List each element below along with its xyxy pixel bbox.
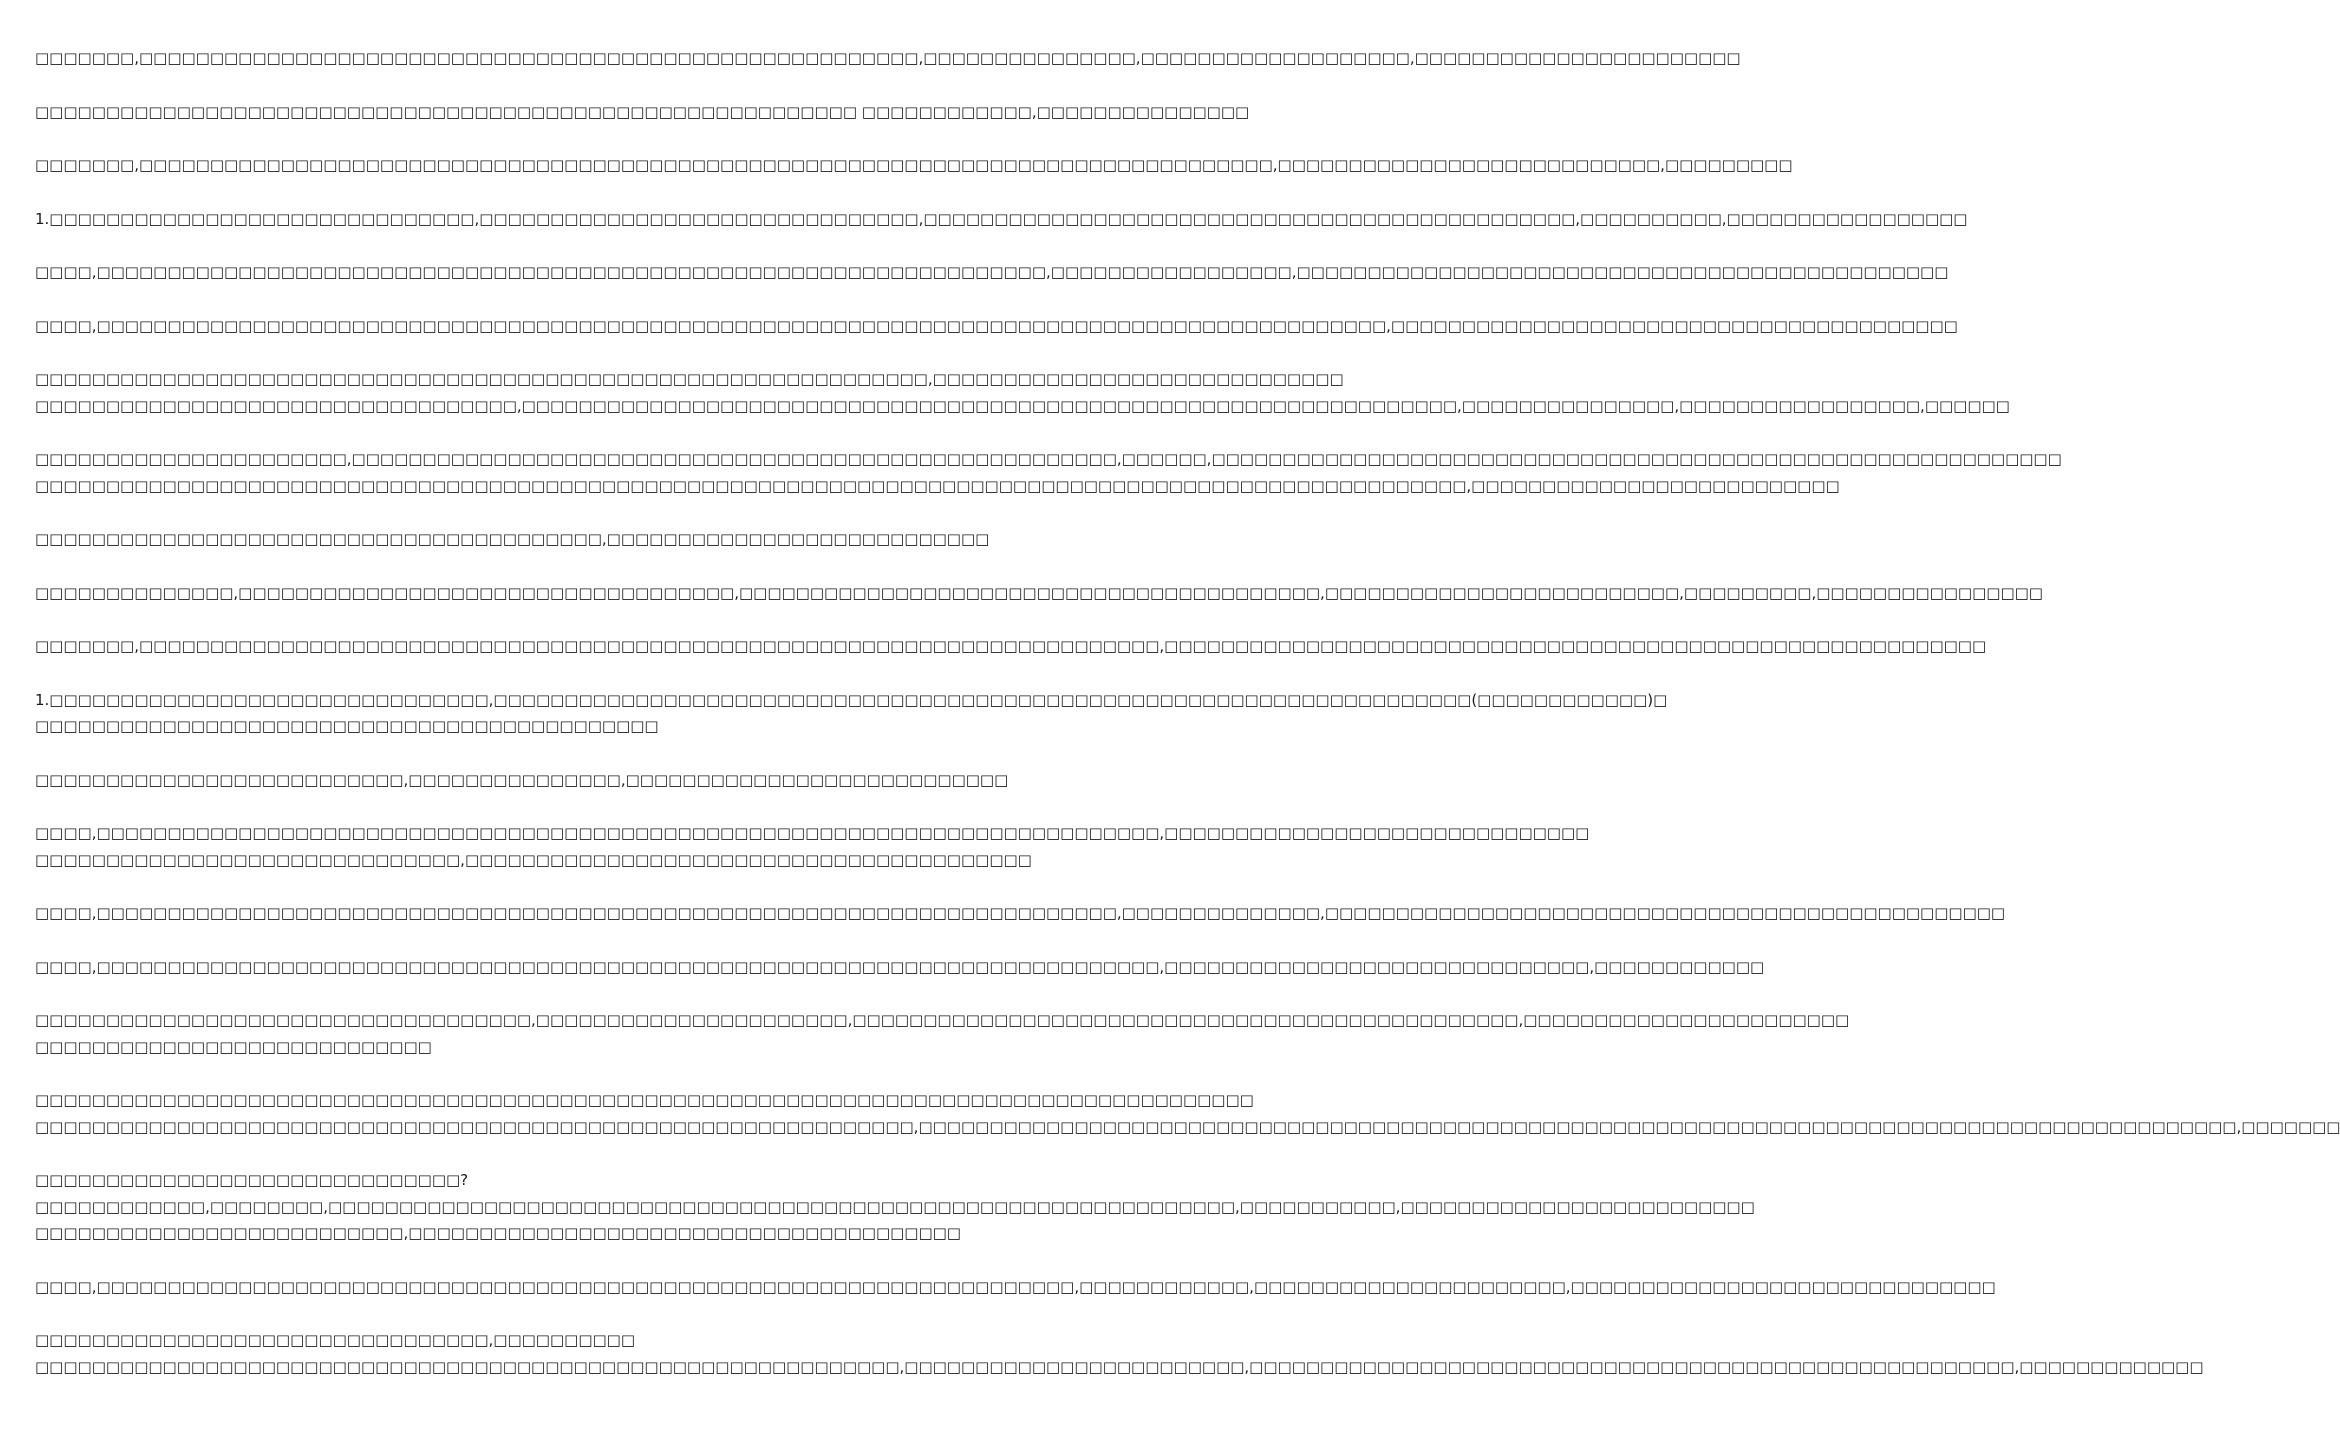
- text-line: □□□□□□□□□□□□□□□□□□□□□□□□□□,□□□□□□□□□□□□□□□,□□□□□□□□□□□□□□□□□□□□□□□□□□□: [35, 770, 1009, 789]
- text-line: □□□□□□□□□□□□□□□□□□□□□□□□□□□□□□□□□□□□□□□□□□□□□□□□□□□□□□□□□□□□□□□,□□□□□□□□□□□□□□□□□□□□□□□□□□□□□: [35, 370, 1344, 388]
- text-line: □□□□□□□□□□□□□□□□□□□□□□□□□□□□□□□□□□□,□□□□□□□□□□□□□□□□□□□□□□,□□□□□□□□□□□□□□□□□□□□□□□□□□□□□□□□□□□□□□□□□□□□□□□,□□□□□□□□□□□□□□□□□□□□□□□: [35, 1011, 1850, 1029]
- paragraph: [35, 687, 1668, 740]
- text-line: □□□□□□□□□□□□□□,□□□□□□□□□□□□□□□□□□□□□□□□□□□□□□□□□□□,□□□□□□□□□□□□□□□□□□□□□□□□□□□□□□□□□□□□□□□□□,□□□□□□□□□□□□□□□□□□□□□□□□□,□□□□□□□□□,□□□□□□□□□□□□□□□□: [35, 583, 2043, 602]
- text-line: □□□□,□□□□□□□□□□□□□□□□□□□□□□□□□□□□□□□□□□□□□□□□□□□□□□□□□□□□□□□□□□□□□□□□□□□□□□□□,□□□□□□□□□□□□□□,□□□□□□□□□□□□□□□□□□□□□□□□□□□□□□□□□□□□□□□□□□□□□□□□: [35, 904, 2006, 922]
- text-line: □□□□□□□,□□□□□□□□□□□□□□□□□□□□□□□□□□□□□□□□□□□□□□□□□□□□□□□□□□□□□□□□□□□□□□□□□□□□□□□□□□□□□□□□,□□□□□□□□□□□□□□□□□□□□□□□□□□□,□□□□□□□□□: [35, 156, 1793, 174]
- text-line: □□□□□□□□□□□□,□□□□□□□□,□□□□□□□□□□□□□□□□□□□□□□□□□□□□□□□□□□□□□□□□□□□□□□□□□□□□□□□□□□□□□□□□,□□□□□□□□□□□,□□□□□□□□□□□□□□□□□□□□□□□□□: [35, 1197, 1755, 1216]
- paragraph: [35, 1167, 1755, 1247]
- text-line: □□□□□□□□□□□□□□□□□□□□□□□□□□□□□□,□□□□□□□□□□□□□□□□□□□□□□□□□□□□□□□□□□□□□□□□: [35, 850, 1032, 869]
- paragraph: [35, 633, 1987, 660]
- text-line: □□□□□□□□□□□□□□□□□□□□□□□□□□□□□□□□□□□□□□□□□□□□□□□□□□□□□□□□□□□□□□□□□□□□□□□□□□□□□□□□□□□□□□: [35, 1091, 1254, 1109]
- text-line: □□□□,□□□□□□□□□□□□□□□□□□□□□□□□□□□□□□□□□□□□□□□□□□□□□□□□□□□□□□□□□□□□□□□□□□□□□□□□□□□,□□□□□□□□□□□□□□□□□□□□□□□□□□□□□□,□□□□□□□□□□□□: [35, 957, 1765, 976]
- paragraph: [35, 954, 1765, 981]
- text-line: □□□□□□□,□□□□□□□□□□□□□□□□□□□□□□□□□□□□□□□□□□□□□□□□□□□□□□□□□□□□□□□□□□□□□□□□□□□□□□□□,□□□□□□□□□□□□□□□□□□□□□□□□□□□□□□□□□□□□□□□□□□□□□□□□□□□□□□□□□□: [35, 637, 1987, 655]
- paragraph: [35, 820, 1590, 873]
- text-line: □□□□□□□□□□□□□□□□□□□□□□,□□□□□□□□□□□□□□□□□□□□□□□□□□□□□□□□□□□□□□□□□□□□□□□□□□□□□□,□□□□□□,□□□□□□□□□□□□□□□□□□□□□□□□□□□□□□□□□□□□□□□□□□□□□□□□□□□□□□□□□□□□: [35, 450, 2062, 468]
- text-line: □□□□□□□□□□□□□□□□□□□□□□□□□□□□□□□□□□□□□□□□,□□□□□□□□□□□□□□□□□□□□□□□□□□□: [35, 530, 990, 548]
- paragraph: [35, 1007, 1850, 1060]
- document-page: [35, 45, 2340, 1407]
- text-line: □□□□,□□□□□□□□□□□□□□□□□□□□□□□□□□□□□□□□□□□□□□□□□□□□□□□□□□□□□□□□□□□□□□□□□□□□□□□□□□□□□□□□□□□□□□□□□□□,□□□□□□□□□□□□□□□□□□□□□□□□□□□□□□□□□□□□□□□□: [35, 316, 1958, 335]
- paragraph: [35, 1274, 1996, 1301]
- paragraph: [35, 206, 1968, 233]
- paragraph: [35, 259, 1949, 286]
- text-line: □□□□□□□□□□□□□□□□□□□□□□□□□□□□□□□□□□□□□□□□□□□□□□□□□□□□□□□□□□□□□,□□□□□□□□□□□□□□□□□□□□□□□□,□□□□□□□□□□□□□□□□□□□□□□□□□□□□□□□□□□□□□□□□□□□□□□□□□□□□□□,□□□□□□□□□□□□□: [35, 1357, 2204, 1376]
- paragraph: [35, 580, 2043, 607]
- text-line: □□□□,□□□□□□□□□□□□□□□□□□□□□□□□□□□□□□□□□□□□□□□□□□□□□□□□□□□□□□□□□□□□□□□□□□□□□,□□□□□□□□□□□□,□□□□□□□□□□□□□□□□□□□□□□,□□□□□□□□□□□□□□□□□□□□□□□□□□□□□□: [35, 1277, 1996, 1296]
- paragraph: [35, 1087, 2340, 1140]
- text-line: 1.□□□□□□□□□□□□□□□□□□□□□□□□□□□□□□□,□□□□□□□□□□□□□□□□□□□□□□□□□□□□□□□□□□□□□□□□□□□□□□□□□□□□□□□□□□□□□□□□□□□□□(□□□□□□□□□□□□)□: [35, 690, 1668, 709]
- text-line: □□□□□□□,□□□□□□□□□□□□□□□□□□□□□□□□□□□□□□□□□□□□□□□□□□□□□□□□□□□□□□□,□□□□□□□□□□□□□□□,□□□□□□□□□□□□□□□□□□□,□□□□□□□□□□□□□□□□□□□□□□□: [35, 49, 1741, 67]
- text-line: □□□□□□□□□□□□□□□□□□□□□□□□□□□□□□□□□□□□□□□□□□□□: [35, 717, 659, 735]
- text-line: □□□□□□□□□□□□□□□□□□□□□□□□□□□□□□□□,□□□□□□□□□□: [35, 1331, 636, 1349]
- paragraph: [35, 313, 1958, 340]
- text-line: □□□□□□□□□□□□□□□□□□□□□□□□□□□□□□□□□□□□□□□□□□□□□□□□□□□□□□□□□□□□□□□□□□□□□□□□□□□□□□□□□□□□□□□□□□□□□□□□□□□□□,□□□□□□□□□□□□□□□□□□□□□□□□□□: [35, 476, 1840, 495]
- paragraph: [35, 99, 1250, 126]
- paragraph: [35, 446, 2062, 499]
- text-line: □□□□□□□□□□□□□□□□□□□□□□□□□□□□□□□□□□,□□□□□□□□□□□□□□□□□□□□□□□□□□□□□□□□□□□□□□□□□□□□□□□□□□□□□□□□□□□□□□□□□□,□□□□□□□□□□□□□□□,□□□□□□□□□□□□□□□□□,□□□□□□: [35, 396, 2010, 415]
- paragraph: [35, 767, 1009, 794]
- paragraph: [35, 45, 1741, 72]
- paragraph: [35, 366, 2010, 419]
- text-line: □□□□□□□□□□□□□□□□□□□□□□□□□□,□□□□□□□□□□□□□□□□□□□□□□□□□□□□□□□□□□□□□□□: [35, 1224, 961, 1242]
- paragraph: [35, 526, 990, 553]
- text-line: 1.□□□□□□□□□□□□□□□□□□□□□□□□□□□□□□,□□□□□□□□□□□□□□□□□□□□□□□□□□□□□□□,□□□□□□□□□□□□□□□□□□□□□□□□□□□□□□□□□□□□□□□□□□□□□□,□□□□□□□□□□,□□□□□□□□□□□□□□□□□: [35, 209, 1968, 228]
- paragraph: [35, 1327, 2204, 1380]
- paragraph: [35, 900, 2006, 927]
- text-line: □□□□□□□□□□□□□□□□□□□□□□□□□□□□□□□□□□□□□□□□□□□□□□□□□□□□□□□□□□□□□□,□□□□□□□□□□□□□□□□□□□□□□□□□□□□□□□□□□□□□□□□□□□□□□□□□□□□□□□□□□□□□□□□□□□□□□□□□□□□□□□□□□□□□□□□□□□□□,□□□□□□□: [35, 1117, 2340, 1136]
- text-line: □□□□,□□□□□□□□□□□□□□□□□□□□□□□□□□□□□□□□□□□□□□□□□□□□□□□□□□□□□□□□□□□□□□□□□□□□□□□□□□□,□□□□□□□□□□□□□□□□□□□□□□□□□□□□□□: [35, 824, 1590, 842]
- text-line: □□□□□□□□□□□□□□□□□□□□□□□□□□□□□□□□□□□□□□□□□□□□□□□□□□□□□□□□□□ □□□□□□□□□□□□,□□□□□□□□□□□□□□□: [35, 102, 1250, 121]
- text-line: □□□□□□□□□□□□□□□□□□□□□□□□□□□□□□?: [35, 1171, 469, 1189]
- text-line: □□□□□□□□□□□□□□□□□□□□□□□□□□□□: [35, 1037, 432, 1056]
- text-line: □□□□,□□□□□□□□□□□□□□□□□□□□□□□□□□□□□□□□□□□□□□□□□□□□□□□□□□□□□□□□□□□□□□□□□□□,□□□□□□□□□□□□□□□□□,□□□□□□□□□□□□□□□□□□□□□□□□□□□□□□□□□□□□□□□□□□□□□□: [35, 263, 1949, 281]
- paragraph: [35, 152, 1793, 179]
